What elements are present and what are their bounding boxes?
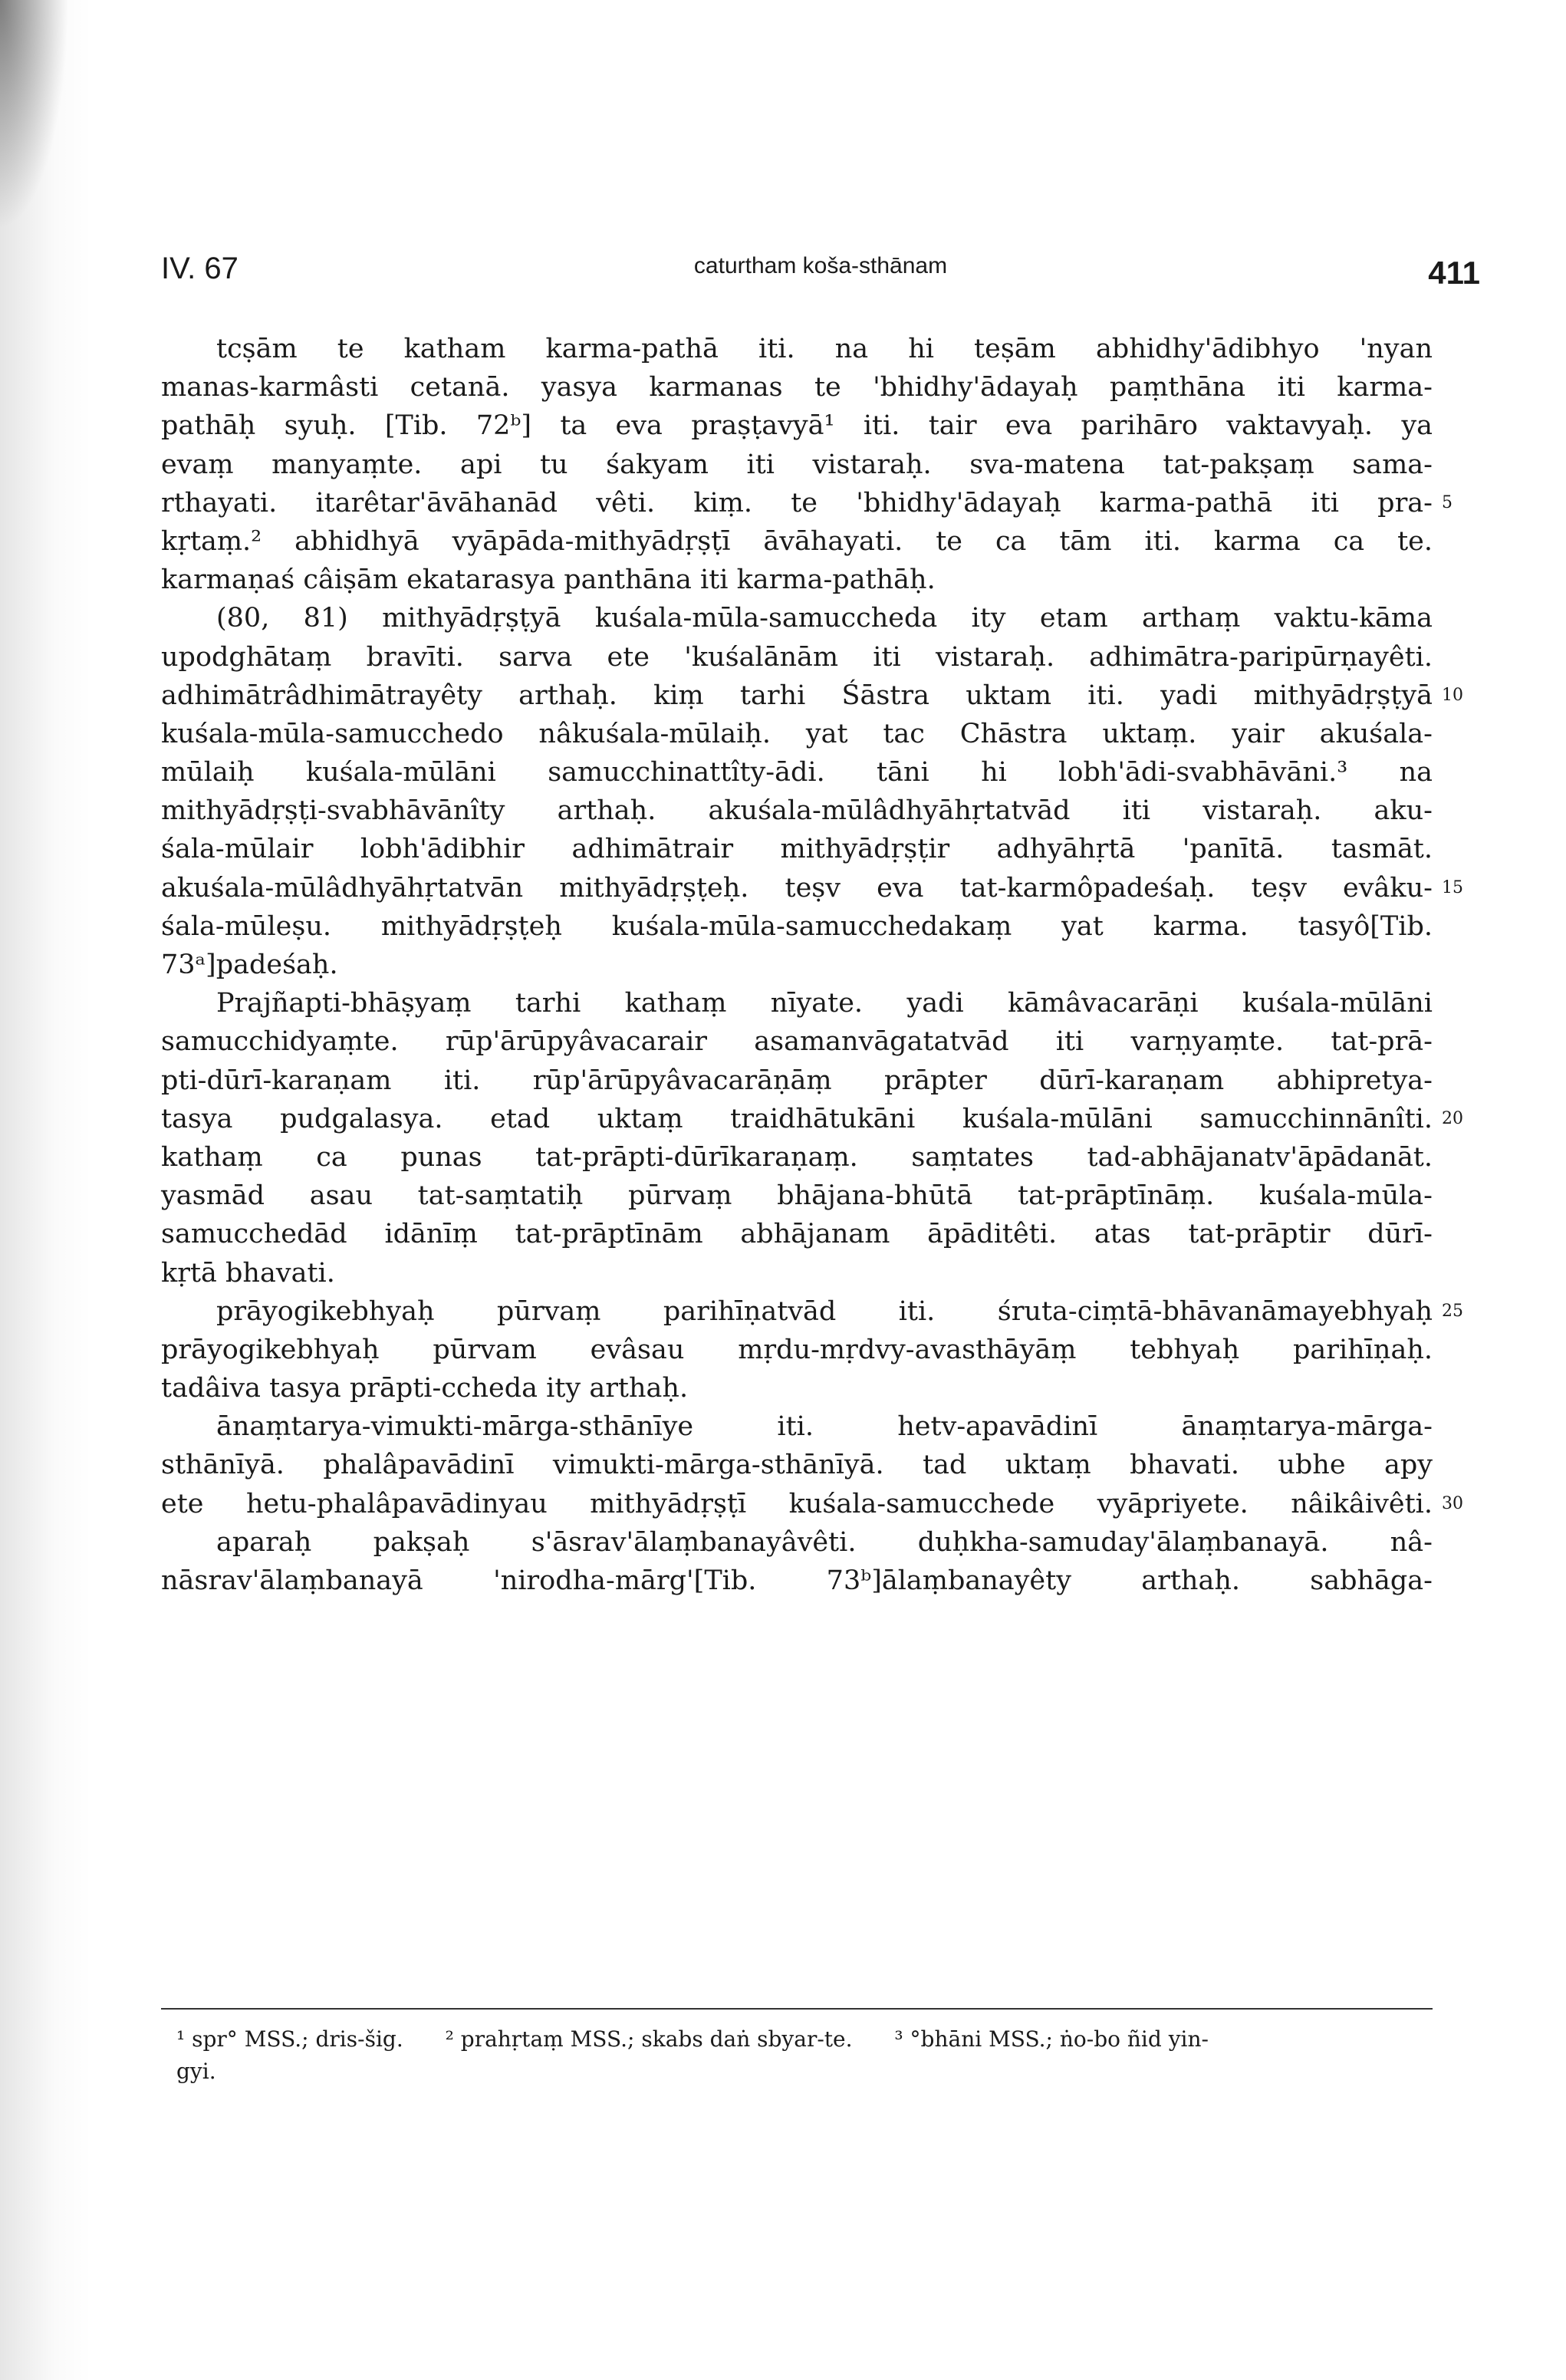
line-number: 30 (1442, 1493, 1463, 1513)
running-title: caturtham koša-sthānam (693, 253, 948, 278)
text-line: śala-mūleṣu. mithyādṛṣṭeḥ kuśala-mūla-samucchedakaṃ yat karma. tasyô[Tib. (161, 910, 1433, 942)
line-number: 5 (1442, 492, 1452, 512)
text-line: Prajñapti-bhāṣyaṃ tarhi kathaṃ nīyate. yadi kāmâvacarāṇi kuśala-mūlāni (216, 988, 1433, 1019)
text-line: samucchedād idānīṃ tat-prāptīnām abhājanam āpāditêti. atas tat-prāptir dūrī- (161, 1219, 1433, 1250)
text-line: rthayati. itarêtar'āvāhanād vêti. kiṃ. te 'bhidhy'ādayaḥ karma-pathā iti pra- (161, 487, 1433, 518)
footnote-divider (161, 2008, 1433, 2010)
line-number: 15 (1442, 877, 1463, 897)
footnote-1: ¹ spr° MSS.; dris-šig. (176, 2026, 403, 2052)
page-header (161, 244, 1480, 290)
line-number: 20 (1442, 1108, 1463, 1128)
text-line: sthānīyā. phalâpavādinī vimukti-mārga-sthānīyā. tad uktaṃ bhavati. ubhe apy (161, 1450, 1433, 1481)
text-line: kṛtā bhavati. (161, 1257, 335, 1289)
text-line: śala-mūlair lobh'ādibhir adhimātrair mithyādṛṣṭir adhyāhṛtā 'panītā. tasmāt. (161, 834, 1433, 865)
text-line: evaṃ manyaṃte. api tu śakyam iti vistaraḥ. sva-matena tat-pakṣaṃ sama- (161, 449, 1433, 480)
text-line: kathaṃ ca punas tat-prāpti-dūrīkaraṇaṃ. saṃtates tad-abhājanatv'āpādanāt. (161, 1141, 1433, 1173)
text-line: pathāḥ syuḥ. [Tib. 72ᵇ] ta eva praṣṭavyā¹ iti. tair eva parihāro vaktavyaḥ. ya (161, 410, 1433, 442)
scan-corner-shadow (0, 0, 69, 230)
text-line: upodghātaṃ bravīti. sarva ete 'kuśalānām iti vistaraḥ. adhimātra-paripūrṇayêti. (161, 641, 1433, 673)
text-line: mūlaiḥ kuśala-mūlāni samucchinattîty-ādi. tāni hi lobh'ādi-svabhāvāni.³ na (161, 757, 1433, 788)
text-line: 73ᵃ]padeśaḥ. (161, 950, 338, 980)
text-line: (80, 81) mithyādṛṣṭyā kuśala-mūla-samuccheda ity etam arthaṃ vaktu-kāma (216, 603, 1433, 634)
text-line: manas-karmâsti cetanā. yasya karmanas te 'bhidhy'ādayaḥ paṃthāna iti karma- (161, 372, 1433, 403)
chapter-reference: IV. 67 (161, 252, 239, 285)
text-line: prāyogikebhyaḥ pūrvaṃ parihīṇatvād iti. śruta-ciṃtā-bhāvanāmayebhyaḥ (216, 1295, 1433, 1327)
text-line: tasya pudgalasya. etad uktaṃ traidhātukāni kuśala-mūlāni samucchinnānîti. (161, 1103, 1433, 1134)
text-line: adhimātrâdhimātrayêty arthaḥ. kiṃ tarhi Śāstra uktam iti. yadi mithyādṛṣṭyā (161, 680, 1433, 711)
page-number: 411 (1428, 255, 1480, 291)
footnote-3: ³ °bhāni MSS.; ṅo-bo ñid yin- (894, 2026, 1209, 2052)
text-line: tcṣām te katham karma-pathā iti. na hi teṣām abhidhy'ādibhyo 'nyan (216, 334, 1433, 364)
text-line: kṛtaṃ.² abhidhyā vyāpāda-mithyādṛṣṭī āvāhayati. te ca tām iti. karma ca te. (161, 525, 1433, 557)
line-number: 25 (1442, 1301, 1463, 1321)
text-line: ānaṃtarya-vimukti-mārga-sthānīye iti. hetv-apavādinī ānaṃtarya-mārga- (216, 1411, 1433, 1443)
text-line: aparaḥ pakṣaḥ s'āsrav'ālaṃbanayâvêti. duḥkha-samuday'ālaṃbanayā. nâ- (216, 1526, 1433, 1558)
text-line: tadâiva tasya prāpti-ccheda ity arthaḥ. (161, 1373, 689, 1404)
line-number: 10 (1442, 685, 1463, 705)
footnote-continuation: gyi. (176, 2059, 216, 2084)
footnote-2: ² prahṛtaṃ MSS.; skabs daṅ sbyar-te. (445, 2026, 853, 2052)
text-line: yasmād asau tat-saṃtatiḥ pūrvaṃ bhājana-bhūtā tat-prāptīnāṃ. kuśala-mūla- (161, 1180, 1433, 1212)
text-line: kuśala-mūla-samucchedo nâkuśala-mūlaiḥ. yat tac Chāstra uktaṃ. yair akuśala- (161, 718, 1433, 749)
text-line: ete hetu-phalâpavādinyau mithyādṛṣṭī kuśala-samucchede vyāpriyete. nâikâivêti. (161, 1488, 1433, 1519)
footnote-line (176, 2023, 1433, 2056)
text-line: prāyogikebhyaḥ pūrvam evâsau mṛdu-mṛdvy-avasthāyāṃ tebhyaḥ parihīṇaḥ. (161, 1334, 1433, 1365)
text-line: nāsrav'ālaṃbanayā 'nirodha-mārg'[Tib. 73ᵇ]ālaṃbanayêty arthaḥ. sabhāga- (161, 1565, 1433, 1596)
text-line: samucchidyaṃte. rūp'ārūpyâvacarair asamanvāgatatvād iti varṇyaṃte. tat-prā- (161, 1026, 1433, 1058)
text-line: pti-dūrī-karaṇam iti. rūp'ārūpyâvacarāṇāṃ prāpter dūrī-karaṇam abhipretya- (161, 1065, 1433, 1096)
text-line: karmaṇaś câiṣām ekatarasya panthāna iti karma-pathāḥ. (161, 565, 936, 596)
text-line: mithyādṛṣṭi-svabhāvānîty arthaḥ. akuśala-mūlâdhyāhṛtatvād iti vistaraḥ. aku- (161, 795, 1433, 827)
footnotes (176, 2023, 1433, 2088)
text-line: akuśala-mūlâdhyāhṛtatvān mithyādṛṣṭeḥ. teṣv eva tat-karmôpadeśaḥ. teṣv evâku- (161, 872, 1433, 904)
scan-shadow (0, 0, 92, 2380)
main-text (161, 330, 1433, 1600)
